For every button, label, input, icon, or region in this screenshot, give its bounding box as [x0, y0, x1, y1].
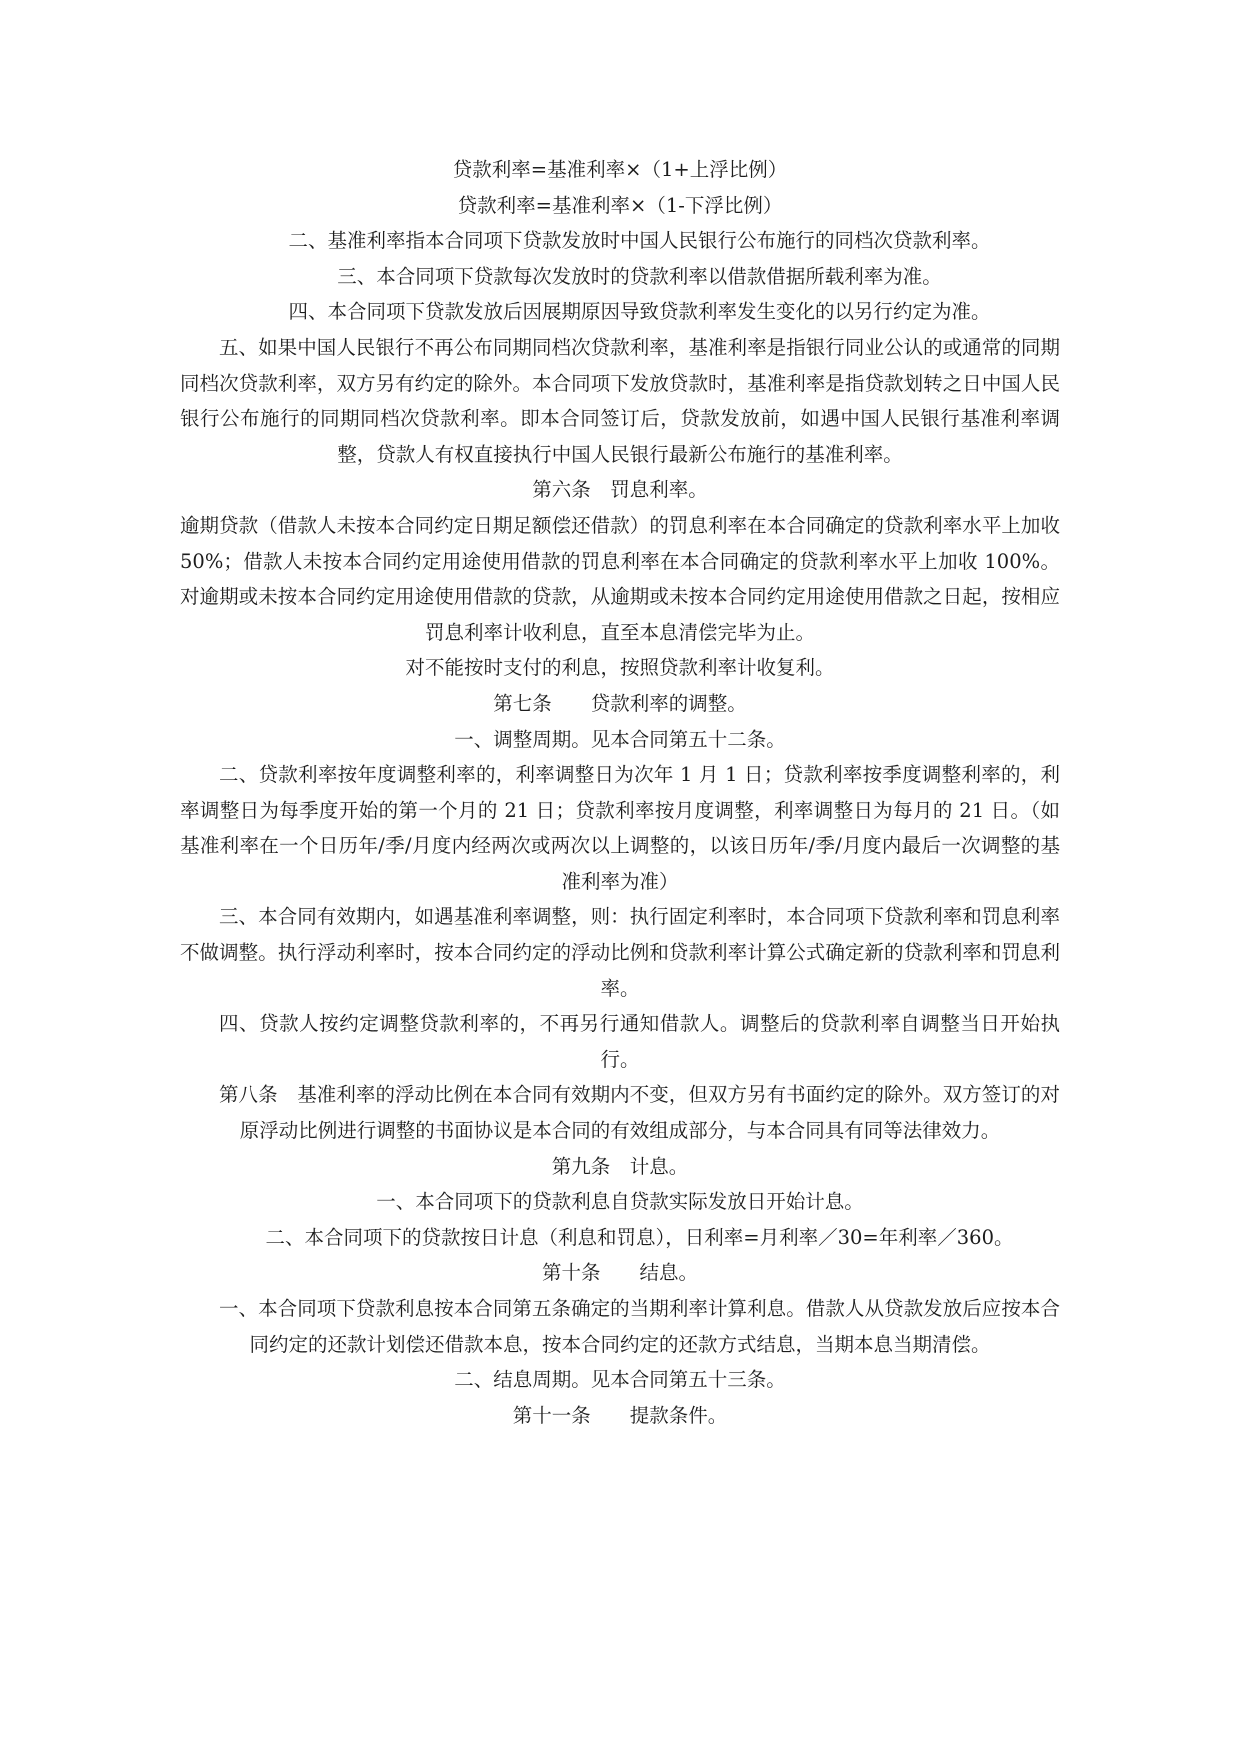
clause-paragraph: 二、贷款利率按年度调整利率的，利率调整日为次年 1 月 1 日；贷款利率按季度调整利率的，利率调整日为每季度开始的第一个月的 21 日；贷款利率按月度调整，利率调整日为每月的 21 日。（如基准利率在一个日历年/季/月度内经两次或两次以上调整的，以该日历年/季/月度内最后一次调整的基准利率为准）: [180, 763, 1060, 893]
clause-paragraph: 四、贷款人按约定调整贷款利率的，不再另行通知借款人。调整后的贷款利率自调整当日开始执行。: [219, 1012, 1060, 1071]
clause-paragraph: 三、本合同有效期内，如遇基准利率调整，则：执行固定利率时，本合同项下贷款利率和罚息利率不做调整。执行浮动利率时，按本合同约定的浮动比例和贷款利率计算公式确定新的贷款利率和罚息利率。: [180, 905, 1060, 1000]
clause-paragraph: 一、本合同项下贷款利息按本合同第五条确定的当期利率计算利息。借款人从贷款发放后应按本合同约定的还款计划偿还借款本息，按本合同约定的还款方式结息，当期本息当期清偿。: [219, 1297, 1060, 1356]
clause-paragraph: 一、调整周期。见本合同第五十二条。: [454, 727, 786, 751]
clause-paragraph: 逾期贷款（借款人未按本合同约定日期足额偿还借款）的罚息利率在本合同确定的贷款利率水平上加收 50%；借款人未按本合同约定用途使用借款的罚息利率在本合同确定的贷款利率水平上加收 100%。对逾期或未按本合同约定用途使用借款的贷款，从逾期或未按本合同约定用途使用借款之日起，按相应罚息利率计收利息，直至本息清偿完毕为止。: [180, 513, 1060, 644]
article-paragraph: 第八条 基准利率的浮动比例在本合同有效期内不变，但双方另有书面约定的除外。双方签订的对原浮动比例进行调整的书面协议是本合同的有效组成部分，与本合同具有同等法律效力。: [219, 1083, 1060, 1143]
formula-upward: 贷款利率=基准利率×（1+上浮比例）: [452, 158, 788, 181]
clause-paragraph: 二、基准利率指本合同项下贷款发放时中国人民银行公布施行的同档次贷款利率。: [288, 229, 991, 253]
article-heading: 第六条 罚息利率。: [532, 478, 708, 502]
clause-paragraph: 二、本合同项下的贷款按日计息（利息和罚息），日利率=月利率／30=年利率／360。: [265, 1225, 1014, 1249]
document-page: [180, 152, 1060, 1433]
clause-paragraph: 对不能按时支付的利息，按照贷款利率计收复利。: [405, 656, 835, 680]
clause-paragraph: 二、结息周期。见本合同第五十三条。: [454, 1368, 786, 1392]
clause-paragraph: 一、本合同项下的贷款利息自贷款实际发放日开始计息。: [376, 1190, 864, 1214]
article-heading: 第九条 计息。: [551, 1154, 689, 1178]
article-heading: 第十条 结息。: [541, 1261, 698, 1285]
clause-paragraph: 四、本合同项下贷款发放后因展期原因导致贷款利率发生变化的以另行约定为准。: [288, 300, 991, 324]
clause-paragraph: 三、本合同项下贷款每次发放时的贷款利率以借款借据所载利率为准。: [337, 264, 942, 288]
formula-downward: 贷款利率=基准利率×（1-下浮比例）: [457, 193, 783, 217]
article-heading: 第十一条 提款条件。: [512, 1403, 728, 1427]
article-heading: 第七条 贷款利率的调整。: [493, 691, 747, 715]
clause-paragraph: 五、如果中国人民银行不再公布同期同档次贷款利率，基准利率是指银行同业公认的或通常的同期同档次贷款利率，双方另有约定的除外。本合同项下发放贷款时，基准利率是指贷款划转之日中国人民银行公布施行的同期同档次贷款利率。即本合同签订后，贷款发放前，如遇中国人民银行基准利率调整，贷款人有权直接执行中国人民银行最新公布施行的基准利率。: [180, 335, 1060, 466]
